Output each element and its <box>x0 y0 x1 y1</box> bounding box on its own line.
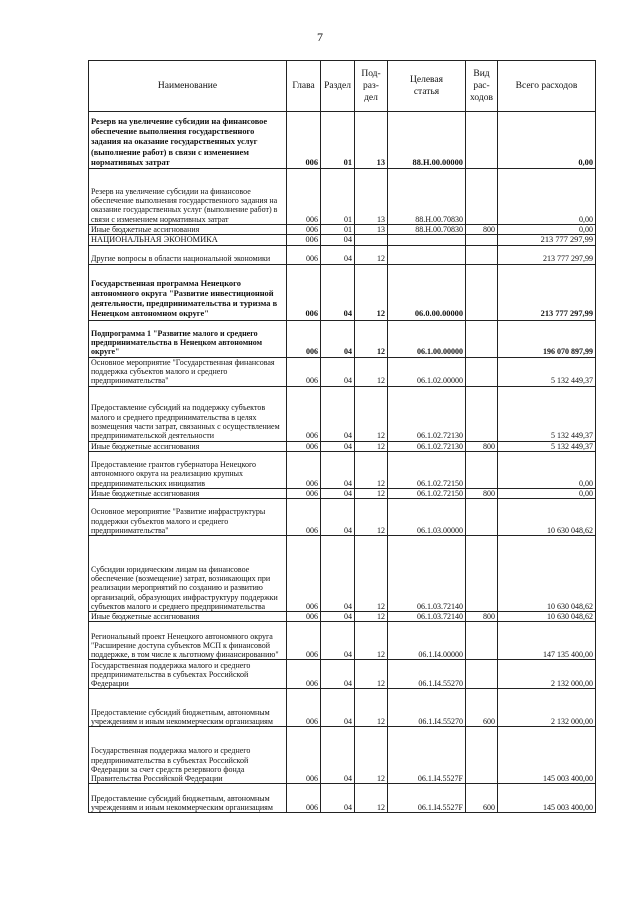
cell-vid: 800 <box>466 441 498 451</box>
cell-total: 213 777 297,99 <box>498 245 596 264</box>
table-row <box>89 386 596 441</box>
cell-vid: 800 <box>466 612 498 622</box>
cell-podrazdel: 12 <box>355 357 388 386</box>
cell-vid <box>466 235 498 245</box>
header-total: Всего расходов <box>498 61 596 112</box>
cell-total: 5 132 449,37 <box>498 441 596 451</box>
table-row <box>89 660 596 689</box>
cell-total: 2 132 000,00 <box>498 689 596 727</box>
cell-vid <box>466 386 498 441</box>
cell-name: Региональный проект Ненецкого автономного округа "Расширение доступа субъектов МСП к финансовой поддержке, в том числе к льготному финансированию" <box>89 622 287 660</box>
cell-razdel: 04 <box>321 727 355 784</box>
cell-name: Иные бюджетные ассигнования <box>89 441 287 451</box>
cell-glava: 006 <box>287 357 321 386</box>
cell-vid <box>466 727 498 784</box>
cell-podrazdel <box>355 235 388 245</box>
cell-vid: 800 <box>466 488 498 498</box>
cell-tselevaya: 06.1.02.72150 <box>388 451 466 488</box>
cell-razdel: 01 <box>321 225 355 235</box>
cell-tselevaya: 06.1.00.00000 <box>388 320 466 357</box>
cell-tselevaya: 06.1.03.00000 <box>388 499 466 536</box>
cell-glava: 006 <box>287 488 321 498</box>
cell-name: Основное мероприятие "Развитие инфраструктуры поддержки субъектов малого и среднего предпринимательства" <box>89 499 287 536</box>
cell-total: 10 630 048,62 <box>498 499 596 536</box>
cell-podrazdel: 12 <box>355 536 388 612</box>
cell-total: 0,00 <box>498 112 596 169</box>
cell-tselevaya: 06.1.I4.5527F <box>388 727 466 784</box>
table-row <box>89 536 596 612</box>
table-row <box>89 264 596 320</box>
cell-tselevaya: 88.Н.00.00000 <box>388 112 466 169</box>
cell-podrazdel: 13 <box>355 169 388 225</box>
cell-vid <box>466 245 498 264</box>
cell-razdel: 04 <box>321 264 355 320</box>
cell-glava: 006 <box>287 441 321 451</box>
cell-podrazdel: 13 <box>355 225 388 235</box>
cell-razdel: 04 <box>321 441 355 451</box>
cell-total: 213 777 297,99 <box>498 235 596 245</box>
table-row <box>89 612 596 622</box>
cell-tselevaya: 06.1.02.72130 <box>388 386 466 441</box>
cell-total: 0,00 <box>498 225 596 235</box>
cell-tselevaya <box>388 235 466 245</box>
cell-podrazdel: 12 <box>355 451 388 488</box>
cell-total: 10 630 048,62 <box>498 612 596 622</box>
cell-tselevaya: 06.1.I4.55270 <box>388 660 466 689</box>
cell-vid <box>466 112 498 169</box>
cell-tselevaya: 06.1.I4.55270 <box>388 689 466 727</box>
cell-name: Иные бюджетные ассигнования <box>89 225 287 235</box>
cell-glava: 006 <box>287 499 321 536</box>
cell-podrazdel: 12 <box>355 441 388 451</box>
table-row <box>89 225 596 235</box>
cell-razdel: 04 <box>321 784 355 813</box>
cell-razdel: 04 <box>321 320 355 357</box>
cell-podrazdel: 12 <box>355 612 388 622</box>
cell-vid <box>466 357 498 386</box>
table-row <box>89 245 596 264</box>
cell-razdel: 01 <box>321 112 355 169</box>
cell-razdel: 04 <box>321 499 355 536</box>
cell-vid <box>466 499 498 536</box>
cell-glava: 006 <box>287 727 321 784</box>
cell-vid <box>466 451 498 488</box>
cell-tselevaya: 06.0.00.00000 <box>388 264 466 320</box>
cell-vid <box>466 320 498 357</box>
cell-podrazdel: 12 <box>355 622 388 660</box>
cell-glava: 006 <box>287 622 321 660</box>
header-glava: Глава <box>287 61 321 112</box>
cell-name: Предоставление субсидий на поддержку субъектов малого и среднего предпринимательства в целях возмещения части затрат, связанных с осуществлением предпринимательской деятельности <box>89 386 287 441</box>
cell-glava: 006 <box>287 386 321 441</box>
table-row <box>89 451 596 488</box>
cell-total: 5 132 449,37 <box>498 386 596 441</box>
table-body <box>89 112 596 813</box>
cell-podrazdel: 13 <box>355 112 388 169</box>
cell-total: 0,00 <box>498 488 596 498</box>
cell-tselevaya: 06.1.03.72140 <box>388 536 466 612</box>
cell-vid: 600 <box>466 689 498 727</box>
cell-name: Другие вопросы в области национальной экономики <box>89 245 287 264</box>
cell-vid <box>466 622 498 660</box>
cell-glava: 006 <box>287 536 321 612</box>
cell-razdel: 04 <box>321 357 355 386</box>
cell-glava: 006 <box>287 245 321 264</box>
cell-razdel: 04 <box>321 660 355 689</box>
cell-name: Резерв на увеличение субсидии на финансовое обеспечение выполнения государственного задания на оказание государственных услуг (выполнение работ) в связи с изменением нормативных затрат <box>89 112 287 169</box>
cell-total: 196 070 897,99 <box>498 320 596 357</box>
cell-glava: 006 <box>287 264 321 320</box>
cell-total: 213 777 297,99 <box>498 264 596 320</box>
header-vid: Вид рас- ходов <box>466 61 498 112</box>
header-name: Наименование <box>89 61 287 112</box>
table-row <box>89 169 596 225</box>
cell-name: Предоставление субсидий бюджетным, автономным учреждениям и иным некоммерческим организациям <box>89 784 287 813</box>
table-row <box>89 727 596 784</box>
cell-name: Государственная поддержка малого и среднего предпринимательства в субъектах Российской Федерации <box>89 660 287 689</box>
cell-name: Иные бюджетные ассигнования <box>89 612 287 622</box>
cell-tselevaya: 06.1.02.72130 <box>388 441 466 451</box>
cell-total: 2 132 000,00 <box>498 660 596 689</box>
cell-razdel: 04 <box>321 612 355 622</box>
header-razdel: Раздел <box>321 61 355 112</box>
cell-razdel: 04 <box>321 451 355 488</box>
table-row <box>89 488 596 498</box>
cell-vid <box>466 660 498 689</box>
cell-razdel: 04 <box>321 488 355 498</box>
table-row <box>89 689 596 727</box>
cell-vid: 600 <box>466 784 498 813</box>
header-podrazdel: Под- раз- дел <box>355 61 388 112</box>
cell-total: 0,00 <box>498 451 596 488</box>
table-row <box>89 112 596 169</box>
cell-glava: 006 <box>287 612 321 622</box>
cell-tselevaya: 88.Н.00.70830 <box>388 225 466 235</box>
cell-podrazdel: 12 <box>355 488 388 498</box>
budget-table <box>88 60 596 813</box>
cell-razdel: 01 <box>321 169 355 225</box>
cell-glava: 006 <box>287 112 321 169</box>
cell-total: 145 003 400,00 <box>498 784 596 813</box>
cell-name: Государственная поддержка малого и среднего предпринимательства в субъектах Российской Федерации за счет средств резервного фонда Правительства Российской Федерации <box>89 727 287 784</box>
cell-tselevaya: 06.1.I4.00000 <box>388 622 466 660</box>
table-row <box>89 499 596 536</box>
cell-total: 0,00 <box>498 169 596 225</box>
cell-name: Предоставление грантов губернатора Ненецкого автономного округа на реализацию крупных предпринимательских инициатив <box>89 451 287 488</box>
cell-podrazdel: 12 <box>355 784 388 813</box>
cell-vid: 800 <box>466 225 498 235</box>
cell-name: Иные бюджетные ассигнования <box>89 488 287 498</box>
cell-glava: 006 <box>287 660 321 689</box>
cell-razdel: 04 <box>321 622 355 660</box>
cell-glava: 006 <box>287 784 321 813</box>
cell-name: Предоставление субсидий бюджетным, автономным учреждениям и иным некоммерческим организациям <box>89 689 287 727</box>
cell-vid <box>466 169 498 225</box>
cell-razdel: 04 <box>321 235 355 245</box>
cell-total: 10 630 048,62 <box>498 536 596 612</box>
cell-vid <box>466 264 498 320</box>
cell-podrazdel: 12 <box>355 499 388 536</box>
cell-podrazdel: 12 <box>355 727 388 784</box>
table-row <box>89 622 596 660</box>
cell-name: Резерв на увеличение субсидии на финансовое обеспечение выполнения государственного задания на оказание государственных услуг (выполнение работ) в связи с изменением нормативных затрат <box>89 169 287 225</box>
cell-tselevaya: 06.1.02.00000 <box>388 357 466 386</box>
cell-podrazdel: 12 <box>355 264 388 320</box>
table-row <box>89 235 596 245</box>
table-row <box>89 784 596 813</box>
cell-total: 147 135 400,00 <box>498 622 596 660</box>
table-row <box>89 357 596 386</box>
cell-podrazdel: 12 <box>355 245 388 264</box>
cell-glava: 006 <box>287 689 321 727</box>
table-row <box>89 320 596 357</box>
cell-podrazdel: 12 <box>355 386 388 441</box>
table-header-row <box>89 61 596 112</box>
cell-glava: 006 <box>287 169 321 225</box>
cell-podrazdel: 12 <box>355 689 388 727</box>
cell-name: Основное мероприятие "Государственная финансовая поддержка субъектов малого и среднего предпринимательства" <box>89 357 287 386</box>
cell-glava: 006 <box>287 451 321 488</box>
page-number: 7 <box>317 30 323 44</box>
table-row <box>89 441 596 451</box>
cell-podrazdel: 12 <box>355 320 388 357</box>
cell-tselevaya <box>388 245 466 264</box>
cell-total: 5 132 449,37 <box>498 357 596 386</box>
cell-tselevaya: 06.1.I4.5527F <box>388 784 466 813</box>
cell-glava: 006 <box>287 235 321 245</box>
cell-razdel: 04 <box>321 245 355 264</box>
cell-name: НАЦИОНАЛЬНАЯ ЭКОНОМИКА <box>89 235 287 245</box>
cell-name: Государственная программа Ненецкого автономного округа "Развитие инвестиционной деятельности, предпринимательства и туризма в Ненецком автономном округе" <box>89 264 287 320</box>
cell-tselevaya: 88.Н.00.70830 <box>388 169 466 225</box>
cell-name: Подпрограмма 1 "Развитие малого и среднего предпринимательства в Ненецком автономном округе" <box>89 320 287 357</box>
cell-razdel: 04 <box>321 689 355 727</box>
cell-glava: 006 <box>287 225 321 235</box>
cell-name: Субсидии юридическим лицам на финансовое обеспечение (возмещение) затрат, возникающих при реализации мероприятий по созданию и развитию организаций, образующих инфраструктуру поддержки субъектов малого и среднего предпринимательства <box>89 536 287 612</box>
cell-razdel: 04 <box>321 536 355 612</box>
cell-tselevaya: 06.1.03.72140 <box>388 612 466 622</box>
header-tselevaya: Целевая статья <box>388 61 466 112</box>
cell-glava: 006 <box>287 320 321 357</box>
cell-vid <box>466 536 498 612</box>
cell-podrazdel: 12 <box>355 660 388 689</box>
cell-total: 145 003 400,00 <box>498 727 596 784</box>
cell-tselevaya: 06.1.02.72150 <box>388 488 466 498</box>
cell-razdel: 04 <box>321 386 355 441</box>
